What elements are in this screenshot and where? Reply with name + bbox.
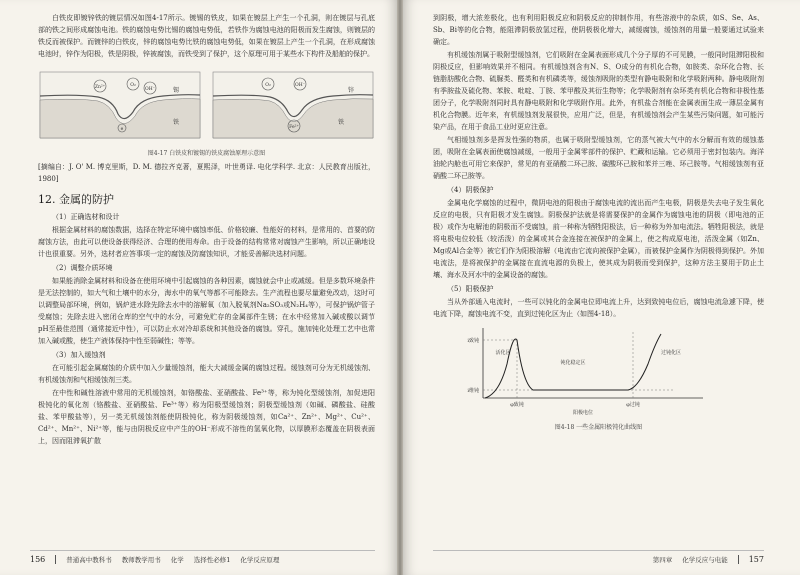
subsection-3-title: （3）加入缓蚀剂 — [52, 351, 106, 359]
label-electron: e — [120, 127, 124, 132]
paragraph-vapor-inhibitors: 气相缓蚀剂多是挥发性强的物质，也属于吸附型缓蚀剂，它的蒸气被大气中的水分解而有效的缓蚀基团，吸附在金属表面使腐蚀减缓，一般用于金属零部件的保护、贮藏和运输。它必须用于密封包装内。海洋油轮内舱也可用它来保护，常见的有亚硝酸二环己胺、碳酸环己胺和苯并三唑、环己胺等。气相缓蚀剂有亚硝酸二环己胺等。 — [433, 136, 764, 180]
corrosion-diagram — [38, 64, 375, 142]
footer-item: 选择性必修1 — [193, 555, 231, 564]
label-zinc: 锌 — [348, 87, 355, 94]
subsection-2-title: （2）调整介质环境 — [52, 264, 113, 272]
label-oh: OH⁻ — [145, 87, 155, 92]
footer-item: 化学 — [170, 555, 184, 564]
region-passive: 钝化稳定区 — [560, 360, 586, 366]
section-title: 12. 金属的防护 — [38, 193, 114, 206]
paragraph-intro: 白铁皮即镀锌铁的镀层情况如图4-17所示。镀锡的铁皮，如果在镀层上产生一个孔洞，则在镀层与孔底部的铁之间形成腐蚀电池。铁的腐蚀电势比锡的腐蚀电势低，若铁作为腐蚀电池的阳极而发生腐蚀，则镀层的铁反而被保护。而镀锌的白铁皮，锌的腐蚀电势比铁的腐蚀电势低，如果在镀层上产生一个孔洞，在形成腐蚀电池时，锌作为阳极，铁是阴极，锌被腐蚀，而铁受到了保护，这个原理可用于某些水下构件及船舶的保护。 — [38, 14, 375, 58]
footer-item: 化学反应原理 — [240, 555, 280, 564]
footer-item: 普通高中教科书 — [66, 555, 112, 564]
subsection-2-text: 如果能消除金属材料和设备在使用环境中引起腐蚀的各种因素，腐蚀就会中止或减缓。但是多数环境条件是无法控制的，如大气和土壤中的水分，海水中的氧气等都不可能除去。生产流程也要尽量避免改动，这时可以调整局部环境，例如，锅炉进水除先除去水中的溶解氧（加入脱氧剂Na₂SO₃或N₂H₄等），可保护锅炉管子受腐蚀；先除去进入密闭仓库的空气中的水分，可避免贮存的金属部件生锈；在水中经常加入碱或酸以调节pH至最佳范围（通常接近中性），可以防止水对冷却系统和其他设备的腐蚀。穿孔，施加钝化处理工艺中也常加入碱或酸，使生产液体保持中性至弱碱性；等等。 — [38, 277, 375, 345]
label-zn-ion: Zn²⁺ — [94, 85, 106, 90]
paragraph-organic-inhibitors: 有机缓蚀剂属于吸附型缓蚀剂，它们吸附在金属表面形成几个分子厚的不可见膜，一般同时阻滞阳极和阴极反应，但影响效果并不相同。有机缓蚀剂含有N、S、O成分的有机化合物，如胺类、杂环化合物、长链脂肪酸化合物、硫脲类、醛类和有机磷类等，缓蚀剂吸附的类型有静电吸附和化学吸附两种。静电吸附剂有季胺盐及硫化物、苯胺、吡啶、丁胺、苯甲酸及其衍生物等；化学吸附剂有杂环类有机化合物和非极性基团分子，化学吸附剂同时具有静电吸附和化学吸附作用。此外，有机盐合剂能在金属表面生成一薄层金属有机化合物膜。近年来，有机缓蚀剂发展很快，应用广泛，但是，有机缓蚀剂会产生某些污染问题，如可能污染产品，在用于食品工业时更应注意。 — [433, 51, 764, 131]
footer-separator — [738, 555, 739, 564]
passivation-curve-chart — [433, 324, 733, 416]
subsection-3-text-1: 在可能引起金属腐蚀的介质中加入少量缓蚀剂，能大大减缓金属的腐蚀过程。缓蚀剂可分为无机缓蚀剂、有机缓蚀剂和气相缓蚀剂三类。 — [38, 364, 375, 384]
label-o2: O₂ — [130, 83, 136, 88]
label-tin: 锡 — [173, 87, 180, 94]
x-label-critical: φ致钝 — [510, 402, 524, 408]
subsection-4-text: 金属电化学腐蚀的过程中，微阴电池的阳极由于腐蚀电流的流出而产生电极，阴极是失去电子发生氧化反应的电极，只有阳极才发生腐蚀。阴极保护法就是将需要保护的金属作为腐蚀电池的阴极（即电池的正极）或作为电解池的阴极而不受腐蚀，前一种称为牺牲阳极法，后一种称为外加电流法。牺牲阳极法，就是将电极电位较低（较活泼）的金属或其合金连接在被保护的金属上，使之构成原电池，活泼金属（如Zn、Mg或Al合金等）被它们作为阳极溶解（电流由它流向被保护金属），而被保护金属作为阴极得到保护。外加电流法，是将被保护的金属接在直流电源的负极上，使其成为阴极而受到保护，这种方法主要用于防止土壤、海水及河水中的金属设备的腐蚀。 — [433, 199, 764, 279]
subsection-4-title: （4）阴极保护 — [447, 186, 494, 194]
figure-4-18 — [433, 324, 764, 431]
footer-item: 教师教学用书 — [121, 555, 161, 564]
panel-galvanized — [213, 72, 373, 138]
label-iron-right: 铁 — [338, 119, 345, 126]
right-column — [433, 12, 764, 535]
left-column — [38, 12, 375, 535]
right-footer — [433, 550, 764, 567]
region-active: 活化区 — [495, 350, 511, 356]
figure-caption: 图4-17 白铁皮和镀锡的铁皮腐蚀原理示意图 — [147, 150, 266, 157]
label-oh-right: OH⁻ — [295, 83, 305, 88]
polarization-curve — [485, 334, 661, 398]
footer-separator — [55, 555, 56, 564]
subsection-3-text-2: 在中性和碱性溶液中常用的无机缓蚀剂，如铬酸盐、亚硝酸盐、Fe³⁺等，称为钝化型缓蚀剂，加促进阳极钝化的氧化剂（铬酸盐、亚硝酸盐、Fe³⁺等）称为阳极型缓蚀剂；阴极型缓蚀剂（如碱、磷酸盐、硅酸盐、苯甲酸盐等），另一类无机缓蚀剂能使阴极钝化，称为阴极缓蚀剂，如Ca²⁺、Zn²⁺、Mg²⁺、Cu²⁺、Cd²⁺、Mn²⁺、Ni²⁺等，能与由阴极反应中产生的OH⁻形成不溶性的氢氧化物，以厚膜形态覆盖在阴极表面上，因而阻滞氧扩散 — [38, 389, 375, 445]
paragraph-continuation: 到阴极，增大浓差极化，也有利用阳极反应和阴极反应的抑制作用，有些溶液中的杂质，如S、Se、As、Sb、Bi等的化合物，能阻滞阴极放氢过程，使阴极极化增大，减缓腐蚀，缓蚀剂的用量一般要通过试验来确定。 — [433, 14, 764, 46]
label-fe-ion: Fe²⁺ — [289, 125, 299, 130]
page-number-right: 157 — [748, 554, 764, 564]
region-transpassive: 过钝化区 — [660, 350, 682, 356]
label-iron-left: 铁 — [173, 119, 180, 126]
figure-4-17 — [38, 64, 375, 157]
x-axis-label: 阳极电位 — [572, 410, 594, 416]
page-number-left: 156 — [30, 554, 46, 564]
figure-caption-right: 图4-18 一些金属阳极钝化曲线图 — [554, 424, 643, 431]
reference-note — [38, 161, 375, 185]
subsection-1-title: （1）正确选材和设计 — [52, 213, 120, 221]
x-label-transpassive: φ过钝 — [626, 402, 640, 408]
label-o2-right: O₂ — [265, 83, 271, 88]
subsection-5-text: 当从外部通入电流时，一些可以钝化的金属电位即电流上升，达到致钝电位后，腐蚀电流急遽下降，使电流下降，腐蚀电流不变，直到过钝化区为止（如图4-18）。 — [433, 298, 764, 318]
left-footer — [30, 550, 375, 567]
subsection-1-text: 根据金属材料的腐蚀数据，选择在特定环境中腐蚀率低、价格较廉、性能好的材料，是常用的、首要的防腐蚀方法，由此可以使设备获得经济、合理的使用寿命。由于设备的结构常常对腐蚀产生影响，所以正确地设计也很重要。另外，选材者应答事项一定的腐蚀及防腐蚀知识，才能妥善解决选材问题。 — [38, 226, 375, 258]
y-label-passive: i维钝 — [467, 388, 479, 394]
footer-title: 化学反应与电能 — [682, 555, 728, 564]
left-page — [0, 0, 397, 575]
subsection-5-title: （5）阳极保护 — [447, 285, 494, 293]
y-label-critical: i致钝 — [467, 338, 479, 344]
reference-text: [摘编自：J. O' M. 博克里斯，D. M. 德拉齐克著，夏熙泽，叶世勇译. 电化学科学. 北京：人民教育出版社，1980] — [38, 163, 375, 183]
panel-tin-plated — [40, 72, 200, 138]
footer-chapter: 第四章 — [652, 555, 673, 564]
right-page — [403, 0, 800, 575]
